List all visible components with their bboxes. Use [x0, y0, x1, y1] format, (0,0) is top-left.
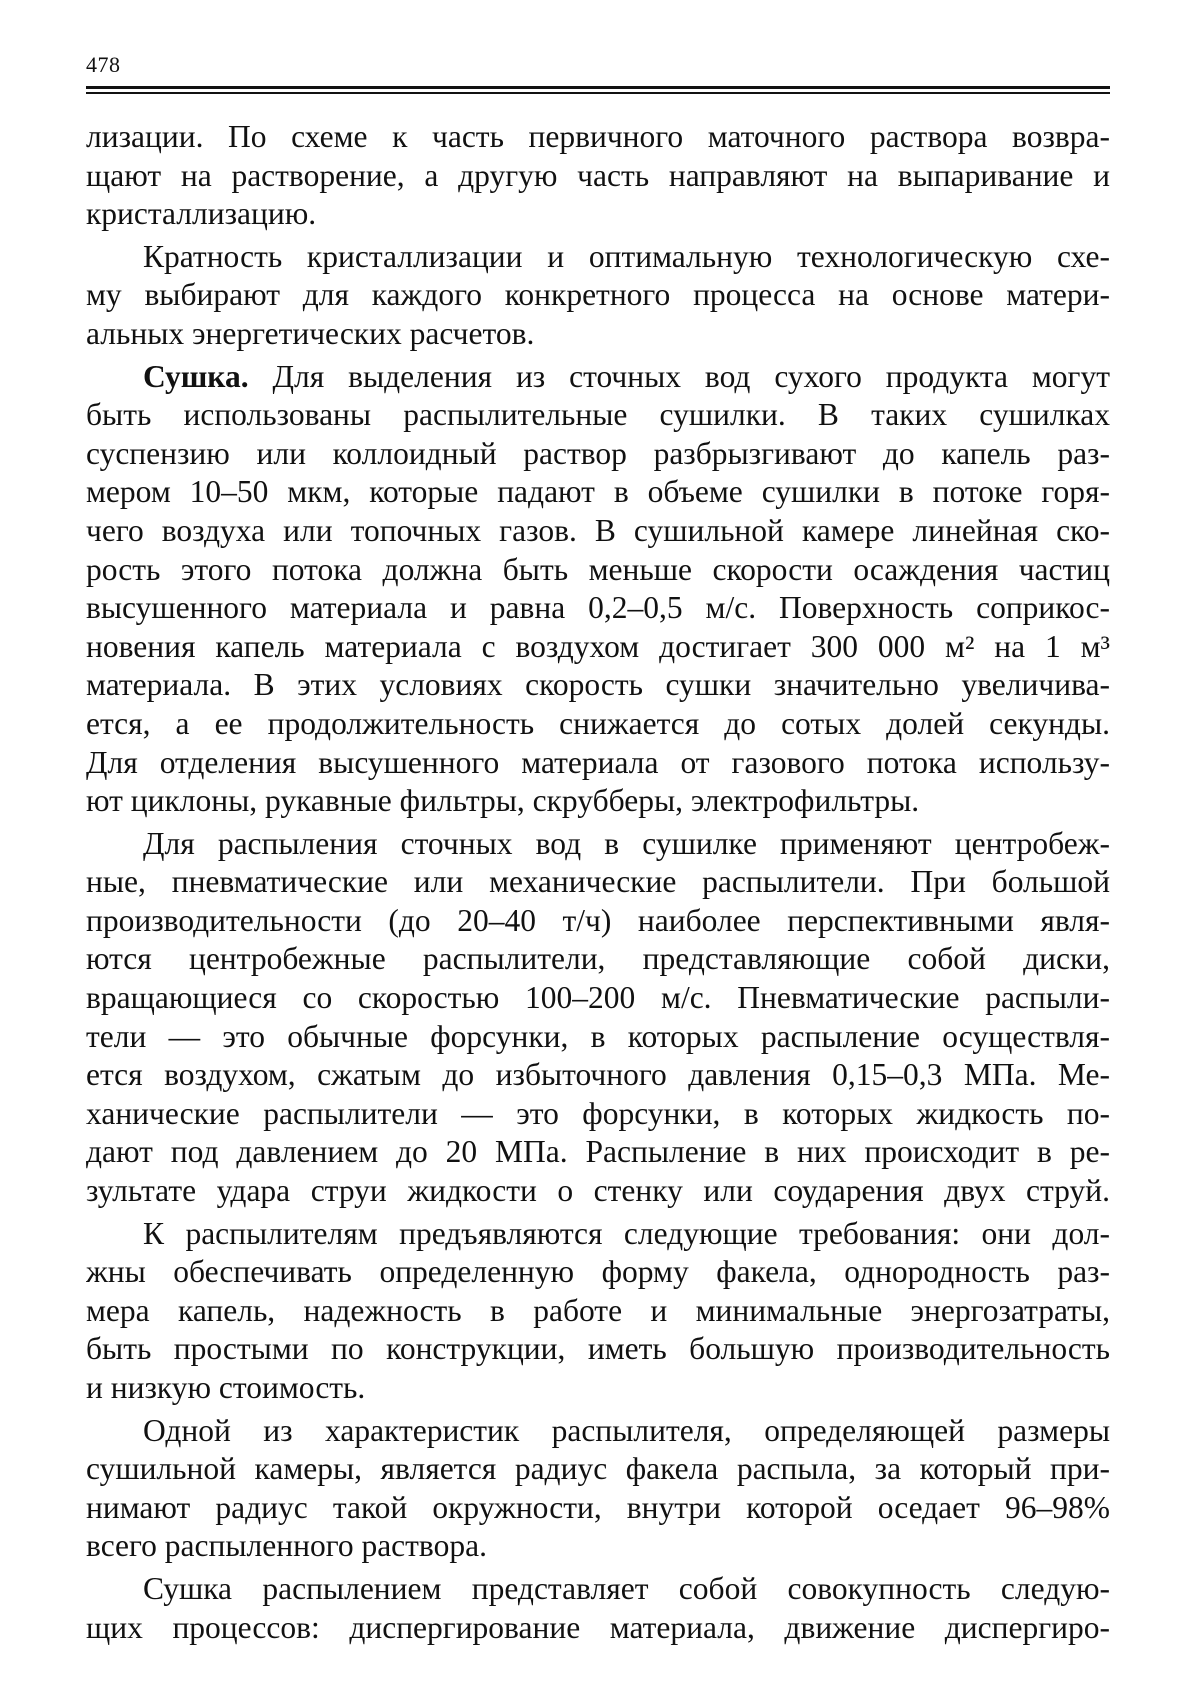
text-line: альных энергетических расчетов. [86, 315, 535, 351]
paragraph [86, 238, 1110, 354]
text-line: материала. В этих условиях скорость сушки значительно увеличива- [86, 667, 1110, 703]
text-line: ные, пневматические или механические распылители. При большой [86, 864, 1110, 900]
text-line: чего воздуха или топочных газов. В сушильной камере линейная ско- [86, 512, 1110, 548]
page-number: 478 [86, 52, 121, 77]
text-line: кристаллизацию. [86, 196, 317, 232]
text-line: ханические распылители — это форсунки, в которых жидкость по- [86, 1095, 1110, 1131]
text-run: Для выделения из сточных вод сухого продукта могут [248, 358, 1110, 394]
text-line: щих процессов: диспергирование материала, движение диспергиро- [86, 1609, 1110, 1645]
header-rule-thin [86, 92, 1110, 94]
text-line: Кратность кристаллизации и оптимальную технологическую схе- [143, 238, 1110, 274]
text-line: новения капель материала с воздухом достигает 300 000 м² на 1 м³ [86, 628, 1110, 664]
paragraph [86, 825, 1110, 1211]
header-rule [86, 86, 1110, 89]
text-line: лизации. По схеме к часть первичного маточного раствора возвра- [86, 119, 1110, 154]
text-line: быть простыми по конструкции, иметь большую производительность [86, 1331, 1110, 1367]
text-line: Одной из характеристик распылителя, определяющей размеры [143, 1412, 1110, 1448]
text-line: дают под давлением до 20 МПа. Распыление в них происходит в ре- [86, 1134, 1110, 1170]
text-line: высушенного материала и равна 0,2–0,5 м/с. Поверхность соприкос- [86, 590, 1110, 626]
text-line: му выбирают для каждого конкретного процесса на основе матери- [86, 277, 1110, 313]
text-line: ется, а ее продолжительность снижается до сотых долей секунды. [86, 705, 1110, 741]
text-body [86, 118, 1110, 1651]
text-line: мера капель, надежность в работе и минимальные энергозатраты, [86, 1292, 1110, 1328]
text-line: щают на растворение, а другую часть направляют на выпаривание и [86, 157, 1110, 193]
paragraph [86, 118, 1110, 234]
text-line: ется воздухом, сжатым до избыточного давления 0,15–0,3 МПа. Ме- [86, 1057, 1110, 1093]
text-line: Для распыления сточных вод в сушилке применяют центробеж- [143, 825, 1110, 861]
text-line: ют циклоны, рукавные фильтры, скрубберы, электрофильтры. [86, 783, 920, 819]
text-line: зультате удара струи жидкости о стенку или соударения двух струй. [86, 1173, 1110, 1209]
paragraph [86, 1570, 1110, 1647]
text-line: рость этого потока должна быть меньше скорости осаждения частиц [86, 551, 1110, 587]
text-line: нимают радиус такой окружности, внутри которой оседает 96–98% [86, 1489, 1110, 1525]
text-line: жны обеспечивать определенную форму факела, однородность раз- [86, 1254, 1110, 1290]
text-line: тели — это обычные форсунки, в которых распыление осуществля- [86, 1018, 1110, 1054]
text-line: ются центробежные распылители, представляющие собой диски, [86, 941, 1110, 977]
text-line: быть использованы распылительные сушилки. В таких сушилках [86, 397, 1110, 433]
paragraph [86, 1412, 1110, 1566]
text-line: всего распыленного раствора. [86, 1528, 487, 1564]
paragraph [86, 358, 1110, 821]
text-line: К распылителям предъявляются следующие требования: они дол- [143, 1215, 1110, 1251]
section-lead: Сушка. [143, 358, 249, 394]
text-line: и низкую стоимость. [86, 1370, 366, 1405]
text-line: Для отделения высушенного материала от газового потока использу- [86, 744, 1110, 780]
text-line: Сушка распылением представляет собой совокупность следую- [143, 1570, 1110, 1606]
text-line: производительности (до 20–40 т/ч) наиболее перспективными явля- [86, 902, 1110, 938]
text-line: вращающиеся со скоростью 100–200 м/с. Пневматические распыли- [86, 980, 1110, 1016]
text-line: суспензию или коллоидный раствор разбрызгивают до капель раз- [86, 435, 1110, 471]
text-line: мером 10–50 мкм, которые падают в объеме сушилки в потоке горя- [86, 474, 1110, 510]
text-line [86, 358, 1110, 397]
paragraph [86, 1215, 1110, 1408]
text-line: сушильной камеры, является радиус факела распыла, за который при- [86, 1451, 1110, 1487]
